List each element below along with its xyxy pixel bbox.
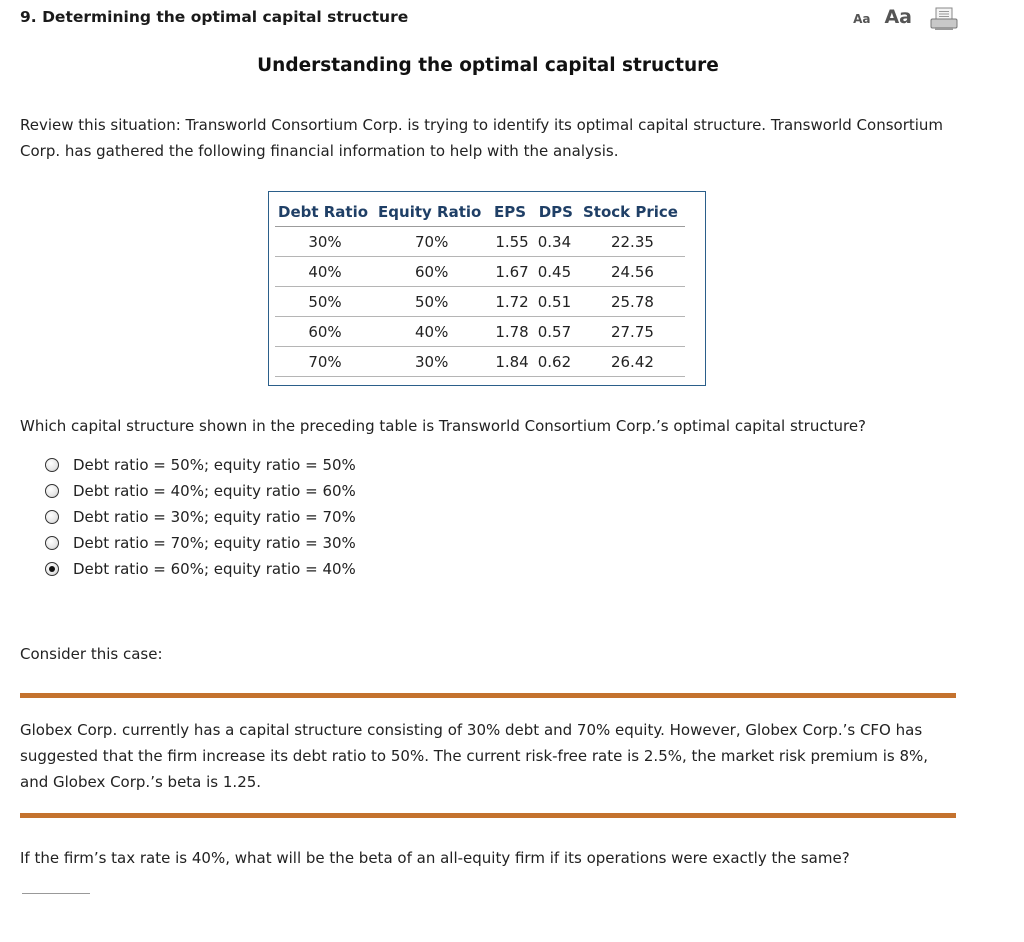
header-equity-ratio: Equity Ratio xyxy=(375,198,488,227)
option-label: Debt ratio = 70%; equity ratio = 30% xyxy=(73,534,356,552)
cell-dps: 0.62 xyxy=(536,347,580,377)
cell-stock-price: 22.35 xyxy=(580,227,685,257)
cell-equity-ratio: 40% xyxy=(375,317,488,347)
table-row xyxy=(275,257,685,287)
cell-debt-ratio: 50% xyxy=(275,287,375,317)
cell-stock-price: 25.78 xyxy=(580,287,685,317)
option-label: Debt ratio = 40%; equity ratio = 60% xyxy=(73,482,356,500)
cell-debt-ratio: 60% xyxy=(275,317,375,347)
cell-stock-price: 24.56 xyxy=(580,257,685,287)
cell-eps: 1.84 xyxy=(488,347,535,377)
cell-eps: 1.78 xyxy=(488,317,535,347)
cell-debt-ratio: 70% xyxy=(275,347,375,377)
cell-eps: 1.67 xyxy=(488,257,535,287)
cell-dps: 0.45 xyxy=(536,257,580,287)
cell-stock-price: 27.75 xyxy=(580,317,685,347)
financial-table-box xyxy=(268,191,706,386)
print-icon[interactable] xyxy=(930,7,958,31)
cell-dps: 0.57 xyxy=(536,317,580,347)
financial-table xyxy=(275,198,685,377)
section-title: Understanding the optimal capital structure xyxy=(257,55,719,76)
header-debt-ratio: Debt Ratio xyxy=(275,198,375,227)
case-divider-bottom xyxy=(20,813,956,818)
table-row xyxy=(275,227,685,257)
font-size-tools xyxy=(853,6,912,28)
answer-options xyxy=(45,452,356,582)
question-title: 9. Determining the optimal capital structure xyxy=(20,8,409,26)
cell-equity-ratio: 50% xyxy=(375,287,488,317)
cell-equity-ratio: 30% xyxy=(375,347,488,377)
cell-equity-ratio: 70% xyxy=(375,227,488,257)
answer-input[interactable] xyxy=(22,893,90,894)
case-divider-top xyxy=(20,693,956,698)
case-text: Globex Corp. currently has a capital structure consisting of 30% debt and 70% equity. However, Globex Corp.’s CFO has suggested that the firm increase its debt ratio to 50%. The current risk-free rate is 2.5%, the market risk premium is 8%, and Globex Corp.’s beta is 1.25. xyxy=(20,721,929,791)
option-debt-70-equity-30[interactable] xyxy=(45,530,356,556)
option-debt-50-equity-50[interactable] xyxy=(45,452,356,478)
case-intro: Consider this case: xyxy=(20,645,163,663)
radio-button[interactable] xyxy=(45,484,59,498)
question-2-text: If the firm’s tax rate is 40%, what will be the beta of an all-equity firm if its operations were exactly the same? xyxy=(20,849,850,867)
cell-debt-ratio: 40% xyxy=(275,257,375,287)
option-debt-30-equity-70[interactable] xyxy=(45,504,356,530)
cell-dps: 0.34 xyxy=(536,227,580,257)
header-dps: DPS xyxy=(536,198,580,227)
table-row xyxy=(275,287,685,317)
cell-debt-ratio: 30% xyxy=(275,227,375,257)
cell-equity-ratio: 60% xyxy=(375,257,488,287)
header-eps: EPS xyxy=(488,198,535,227)
question-1-text: Which capital structure shown in the preceding table is Transworld Consortium Corp.’s optimal capital structure? xyxy=(20,417,867,435)
radio-button[interactable] xyxy=(45,510,59,524)
table-row xyxy=(275,347,685,377)
header-stock-price: Stock Price xyxy=(580,198,685,227)
table-header-row xyxy=(275,198,685,227)
radio-button[interactable] xyxy=(45,458,59,472)
cell-dps: 0.51 xyxy=(536,287,580,317)
cell-eps: 1.72 xyxy=(488,287,535,317)
option-debt-60-equity-40[interactable] xyxy=(45,556,356,582)
option-label: Debt ratio = 60%; equity ratio = 40% xyxy=(73,560,356,578)
font-increase-button[interactable]: Aa xyxy=(884,6,912,28)
cell-stock-price: 26.42 xyxy=(580,347,685,377)
table-row xyxy=(275,317,685,347)
cell-eps: 1.55 xyxy=(488,227,535,257)
option-label: Debt ratio = 30%; equity ratio = 70% xyxy=(73,508,356,526)
radio-button-selected[interactable] xyxy=(45,562,59,576)
option-label: Debt ratio = 50%; equity ratio = 50% xyxy=(73,456,356,474)
font-decrease-button[interactable]: Aa xyxy=(853,12,871,26)
intro-text: Review this situation: Transworld Consortium Corp. is trying to identify its optimal capital structure. Transworld Consortium Corp. has gathered the following financial information to help with the analysis. xyxy=(20,116,944,160)
radio-button[interactable] xyxy=(45,536,59,550)
option-debt-40-equity-60[interactable] xyxy=(45,478,356,504)
